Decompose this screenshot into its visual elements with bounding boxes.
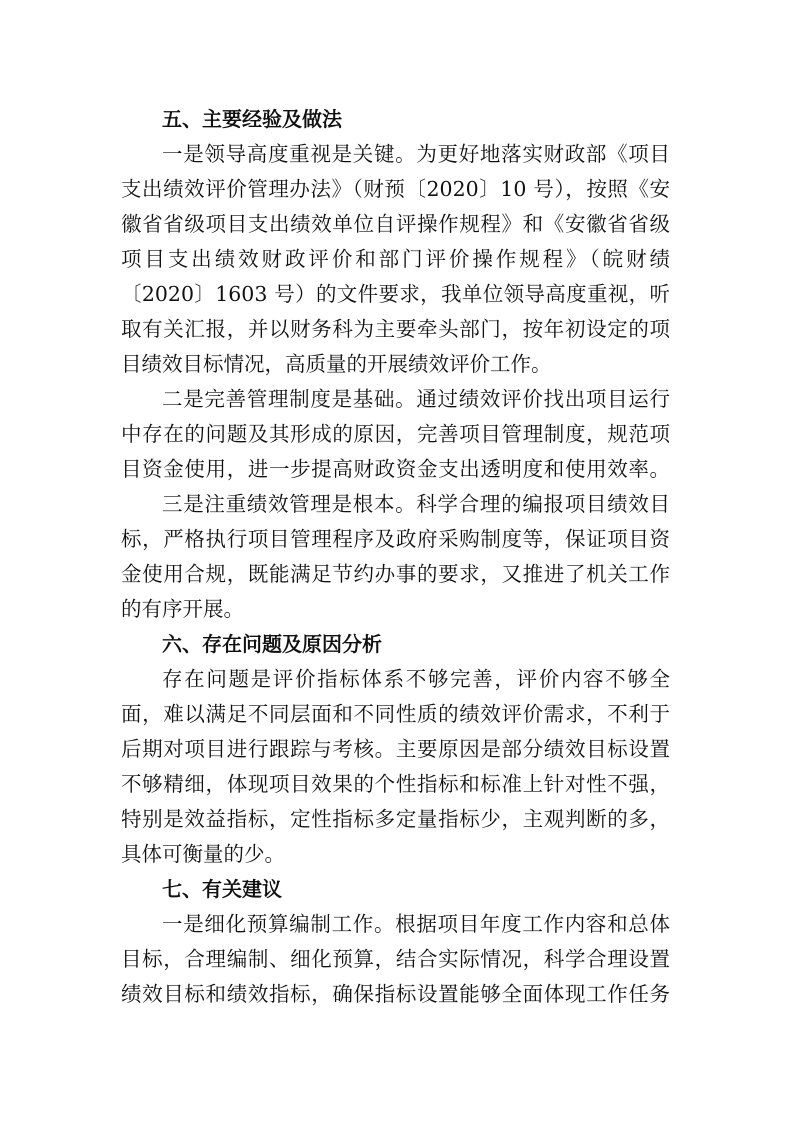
section-heading-6: 六、存在问题及原因分析	[162, 632, 382, 656]
paragraph-line: 支出绩效评价管理办法》（财预〔2020〕10 号），按照《安	[121, 177, 670, 201]
paragraph-line: 中存在的问题及其形成的原因，完善项目管理制度，规范项	[121, 422, 670, 446]
paragraph-line: 金使用合规，既能满足节约办事的要求，又推进了机关工作	[121, 562, 670, 586]
paragraph-line: 不够精细，体现项目效果的个性指标和标准上针对性不强，	[121, 772, 670, 796]
paragraph-line: 面，难以满足不同层面和不同性质的绩效评价需求，不利于	[121, 702, 670, 726]
paragraph-line: 一是领导高度重视是关键。为更好地落实财政部《项目	[162, 142, 670, 166]
paragraph-line: 目标，合理编制、细化预算，结合实际情况，科学合理设置	[121, 947, 670, 971]
section-heading-5: 五、主要经验及做法	[162, 107, 342, 131]
paragraph-line: 二是完善管理制度是基础。通过绩效评价找出项目运行	[162, 387, 670, 411]
paragraph-line: 绩效目标和绩效指标，确保指标设置能够全面体现工作任务	[121, 982, 670, 1006]
paragraph-line: 存在问题是评价指标体系不够完善，评价内容不够全	[162, 667, 670, 691]
paragraph-line: 取有关汇报，并以财务科为主要牵头部门，按年初设定的项	[121, 317, 670, 341]
paragraph-line: 项目支出绩效财政评价和部门评价操作规程》（皖财绩	[121, 247, 670, 271]
paragraph-line: 三是注重绩效管理是根本。科学合理的编报项目绩效目	[162, 492, 670, 516]
paragraph-line: 〔2020〕1603 号）的文件要求，我单位领导高度重视，听	[121, 282, 670, 306]
paragraph-line: 徽省省级项目支出绩效单位自评操作规程》和《安徽省省级	[121, 212, 670, 236]
paragraph-line: 一是细化预算编制工作。根据项目年度工作内容和总体	[162, 912, 670, 936]
paragraph-line: 的有序开展。	[121, 597, 244, 621]
paragraph-line: 目绩效目标情况，高质量的开展绩效评价工作。	[121, 352, 552, 376]
paragraph-line: 后期对项目进行跟踪与考核。主要原因是部分绩效目标设置	[121, 737, 670, 761]
paragraph-line: 特别是效益指标，定性指标多定量指标少，主观判断的多，	[121, 807, 670, 831]
section-heading-7: 七、有关建议	[162, 877, 282, 901]
paragraph-line: 标，严格执行项目管理程序及政府采购制度等，保证项目资	[121, 527, 670, 551]
paragraph-line: 具体可衡量的少。	[121, 842, 285, 866]
paragraph-line: 目资金使用，进一步提高财政资金支出透明度和使用效率。	[121, 457, 670, 481]
